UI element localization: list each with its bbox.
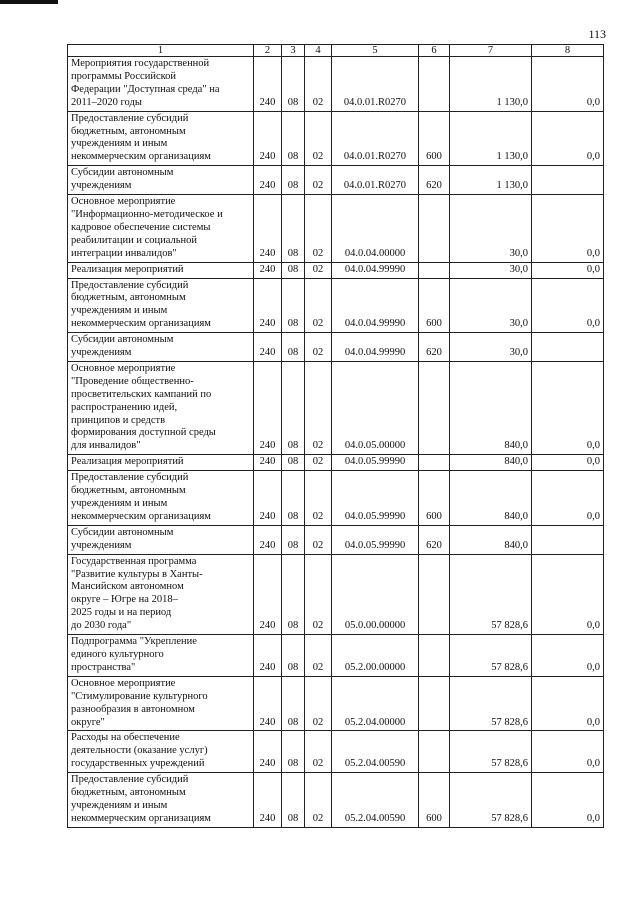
row-name-cell: Предоставление субсидий бюджетным, автономным учреждениям и иным некоммерческим организациям xyxy=(68,773,254,828)
row-name-cell: Субсидии автономным учреждениям xyxy=(68,525,254,554)
col3-cell: 08 xyxy=(282,278,305,333)
table-row xyxy=(68,554,604,634)
header-cell: 6 xyxy=(419,45,450,57)
col5-cell: 04.0.04.99990 xyxy=(332,262,419,278)
col2-cell: 240 xyxy=(254,471,282,526)
col6-cell xyxy=(419,554,450,634)
page-number: 113 xyxy=(588,27,606,41)
amount-cell: 840,0 xyxy=(450,471,532,526)
col6-cell xyxy=(419,635,450,677)
col2-cell: 240 xyxy=(254,525,282,554)
col3-cell: 08 xyxy=(282,111,305,166)
amount-cell: 30,0 xyxy=(450,278,532,333)
col4-cell: 02 xyxy=(305,525,332,554)
amount-cell: 57 828,6 xyxy=(450,635,532,677)
amount-cell: 840,0 xyxy=(450,361,532,454)
col3-cell: 08 xyxy=(282,525,305,554)
col8-cell: 0,0 xyxy=(532,262,604,278)
col6-cell xyxy=(419,676,450,731)
amount-cell: 57 828,6 xyxy=(450,731,532,773)
table-row xyxy=(68,195,604,263)
col6-cell: 620 xyxy=(419,166,450,195)
table-row xyxy=(68,278,604,333)
row-name-cell: Расходы на обеспечение деятельности (оказание услуг) государственных учреждений xyxy=(68,731,254,773)
row-name-cell: Реализация мероприятий xyxy=(68,262,254,278)
table-row xyxy=(68,57,604,112)
col3-cell: 08 xyxy=(282,166,305,195)
col5-cell: 04.0.05.00000 xyxy=(332,361,419,454)
budget-table xyxy=(67,44,604,828)
col3-cell: 08 xyxy=(282,361,305,454)
header-cell: 1 xyxy=(68,45,254,57)
col6-cell: 600 xyxy=(419,471,450,526)
col3-cell: 08 xyxy=(282,455,305,471)
table-body xyxy=(68,57,604,828)
col4-cell: 02 xyxy=(305,57,332,112)
col8-cell: 0,0 xyxy=(532,111,604,166)
col5-cell: 05.0.00.00000 xyxy=(332,554,419,634)
table-row xyxy=(68,111,604,166)
col8-cell: 0,0 xyxy=(532,676,604,731)
col6-cell xyxy=(419,262,450,278)
amount-cell: 57 828,6 xyxy=(450,554,532,634)
col4-cell: 02 xyxy=(305,111,332,166)
header-cell: 8 xyxy=(532,45,604,57)
col5-cell: 05.2.04.00590 xyxy=(332,773,419,828)
row-name-cell: Мероприятия государственной программы Российской Федерации "Доступная среда" на 2011–2020 годы xyxy=(68,57,254,112)
col4-cell: 02 xyxy=(305,333,332,362)
col6-cell: 620 xyxy=(419,525,450,554)
col3-cell: 08 xyxy=(282,773,305,828)
col4-cell: 02 xyxy=(305,676,332,731)
col3-cell: 08 xyxy=(282,635,305,677)
row-name-cell: Предоставление субсидий бюджетным, автономным учреждениям и иным некоммерческим организациям xyxy=(68,278,254,333)
table-row xyxy=(68,525,604,554)
col5-cell: 04.0.05.99990 xyxy=(332,471,419,526)
col4-cell: 02 xyxy=(305,731,332,773)
col5-cell: 04.0.01.R0270 xyxy=(332,111,419,166)
col8-cell: 0,0 xyxy=(532,773,604,828)
col6-cell xyxy=(419,57,450,112)
row-name-cell: Подпрограмма "Укрепление единого культурного пространства" xyxy=(68,635,254,677)
row-name-cell: Субсидии автономным учреждениям xyxy=(68,333,254,362)
col4-cell: 02 xyxy=(305,361,332,454)
table-row xyxy=(68,731,604,773)
table-header-row xyxy=(68,45,604,57)
amount-cell: 1 130,0 xyxy=(450,111,532,166)
col5-cell: 04.0.05.99990 xyxy=(332,455,419,471)
col4-cell: 02 xyxy=(305,195,332,263)
table-row xyxy=(68,455,604,471)
budget-table-container xyxy=(67,44,603,828)
col4-cell: 02 xyxy=(305,635,332,677)
col6-cell xyxy=(419,731,450,773)
col2-cell: 240 xyxy=(254,361,282,454)
col3-cell: 08 xyxy=(282,195,305,263)
amount-cell: 840,0 xyxy=(450,525,532,554)
col8-cell: 0,0 xyxy=(532,195,604,263)
amount-cell: 840,0 xyxy=(450,455,532,471)
table-row xyxy=(68,773,604,828)
row-name-cell: Основное мероприятие "Проведение общественно- просветительских кампаний по распространению идей, принципов и средств формирования доступной среды для инвалидов" xyxy=(68,361,254,454)
table-row xyxy=(68,676,604,731)
row-name-cell: Субсидии автономным учреждениям xyxy=(68,166,254,195)
header-cell: 3 xyxy=(282,45,305,57)
col6-cell: 600 xyxy=(419,278,450,333)
col8-cell: 0,0 xyxy=(532,278,604,333)
header-cell: 4 xyxy=(305,45,332,57)
col2-cell: 240 xyxy=(254,57,282,112)
col2-cell: 240 xyxy=(254,166,282,195)
table-row xyxy=(68,262,604,278)
amount-cell: 30,0 xyxy=(450,262,532,278)
col6-cell xyxy=(419,361,450,454)
col5-cell: 04.0.01.R0270 xyxy=(332,166,419,195)
amount-cell: 1 130,0 xyxy=(450,166,532,195)
col3-cell: 08 xyxy=(282,333,305,362)
amount-cell: 30,0 xyxy=(450,195,532,263)
col3-cell: 08 xyxy=(282,731,305,773)
col2-cell: 240 xyxy=(254,635,282,677)
table-row xyxy=(68,635,604,677)
col5-cell: 04.0.01.R0270 xyxy=(332,57,419,112)
amount-cell: 57 828,6 xyxy=(450,676,532,731)
row-name-cell: Государственная программа "Развитие культуры в Ханты- Мансийском автономном округе – Югре на 2018– 2025 годы и на период до 2030 года" xyxy=(68,554,254,634)
col2-cell: 240 xyxy=(254,676,282,731)
col4-cell: 02 xyxy=(305,166,332,195)
col5-cell: 05.2.04.00590 xyxy=(332,731,419,773)
col2-cell: 240 xyxy=(254,333,282,362)
col6-cell: 600 xyxy=(419,111,450,166)
col8-cell xyxy=(532,166,604,195)
col8-cell: 0,0 xyxy=(532,731,604,773)
table-row xyxy=(68,361,604,454)
amount-cell: 1 130,0 xyxy=(450,57,532,112)
col4-cell: 02 xyxy=(305,278,332,333)
top-edge-mark xyxy=(0,0,58,4)
col3-cell: 08 xyxy=(282,57,305,112)
col4-cell: 02 xyxy=(305,554,332,634)
col2-cell: 240 xyxy=(254,262,282,278)
col8-cell: 0,0 xyxy=(532,361,604,454)
col8-cell xyxy=(532,525,604,554)
row-name-cell: Реализация мероприятий xyxy=(68,455,254,471)
col5-cell: 05.2.00.00000 xyxy=(332,635,419,677)
col6-cell xyxy=(419,455,450,471)
col2-cell: 240 xyxy=(254,195,282,263)
header-cell: 2 xyxy=(254,45,282,57)
col4-cell: 02 xyxy=(305,471,332,526)
col5-cell: 04.0.04.99990 xyxy=(332,278,419,333)
col5-cell: 04.0.04.99990 xyxy=(332,333,419,362)
col5-cell: 04.0.04.00000 xyxy=(332,195,419,263)
col3-cell: 08 xyxy=(282,676,305,731)
col8-cell: 0,0 xyxy=(532,455,604,471)
col3-cell: 08 xyxy=(282,554,305,634)
col4-cell: 02 xyxy=(305,773,332,828)
col6-cell xyxy=(419,195,450,263)
row-name-cell: Основное мероприятие "Информационно-методическое и кадровое обеспечение системы реабилитации и социальной интеграции инвалидов" xyxy=(68,195,254,263)
table-row xyxy=(68,333,604,362)
amount-cell: 57 828,6 xyxy=(450,773,532,828)
amount-cell: 30,0 xyxy=(450,333,532,362)
col3-cell: 08 xyxy=(282,262,305,278)
col5-cell: 05.2.04.00000 xyxy=(332,676,419,731)
row-name-cell: Предоставление субсидий бюджетным, автономным учреждениям и иным некоммерческим организациям xyxy=(68,111,254,166)
col2-cell: 240 xyxy=(254,455,282,471)
col8-cell: 0,0 xyxy=(532,635,604,677)
col2-cell: 240 xyxy=(254,731,282,773)
col8-cell: 0,0 xyxy=(532,57,604,112)
col3-cell: 08 xyxy=(282,471,305,526)
col5-cell: 04.0.05.99990 xyxy=(332,525,419,554)
col2-cell: 240 xyxy=(254,111,282,166)
col4-cell: 02 xyxy=(305,262,332,278)
col2-cell: 240 xyxy=(254,278,282,333)
col8-cell: 0,0 xyxy=(532,554,604,634)
header-cell: 5 xyxy=(332,45,419,57)
col8-cell xyxy=(532,333,604,362)
table-row xyxy=(68,166,604,195)
col2-cell: 240 xyxy=(254,554,282,634)
table-row xyxy=(68,471,604,526)
col2-cell: 240 xyxy=(254,773,282,828)
col4-cell: 02 xyxy=(305,455,332,471)
row-name-cell: Предоставление субсидий бюджетным, автономным учреждениям и иным некоммерческим организациям xyxy=(68,471,254,526)
col6-cell: 620 xyxy=(419,333,450,362)
col8-cell: 0,0 xyxy=(532,471,604,526)
header-cell: 7 xyxy=(450,45,532,57)
row-name-cell: Основное мероприятие "Стимулирование культурного разнообразия в автономном округе" xyxy=(68,676,254,731)
col6-cell: 600 xyxy=(419,773,450,828)
